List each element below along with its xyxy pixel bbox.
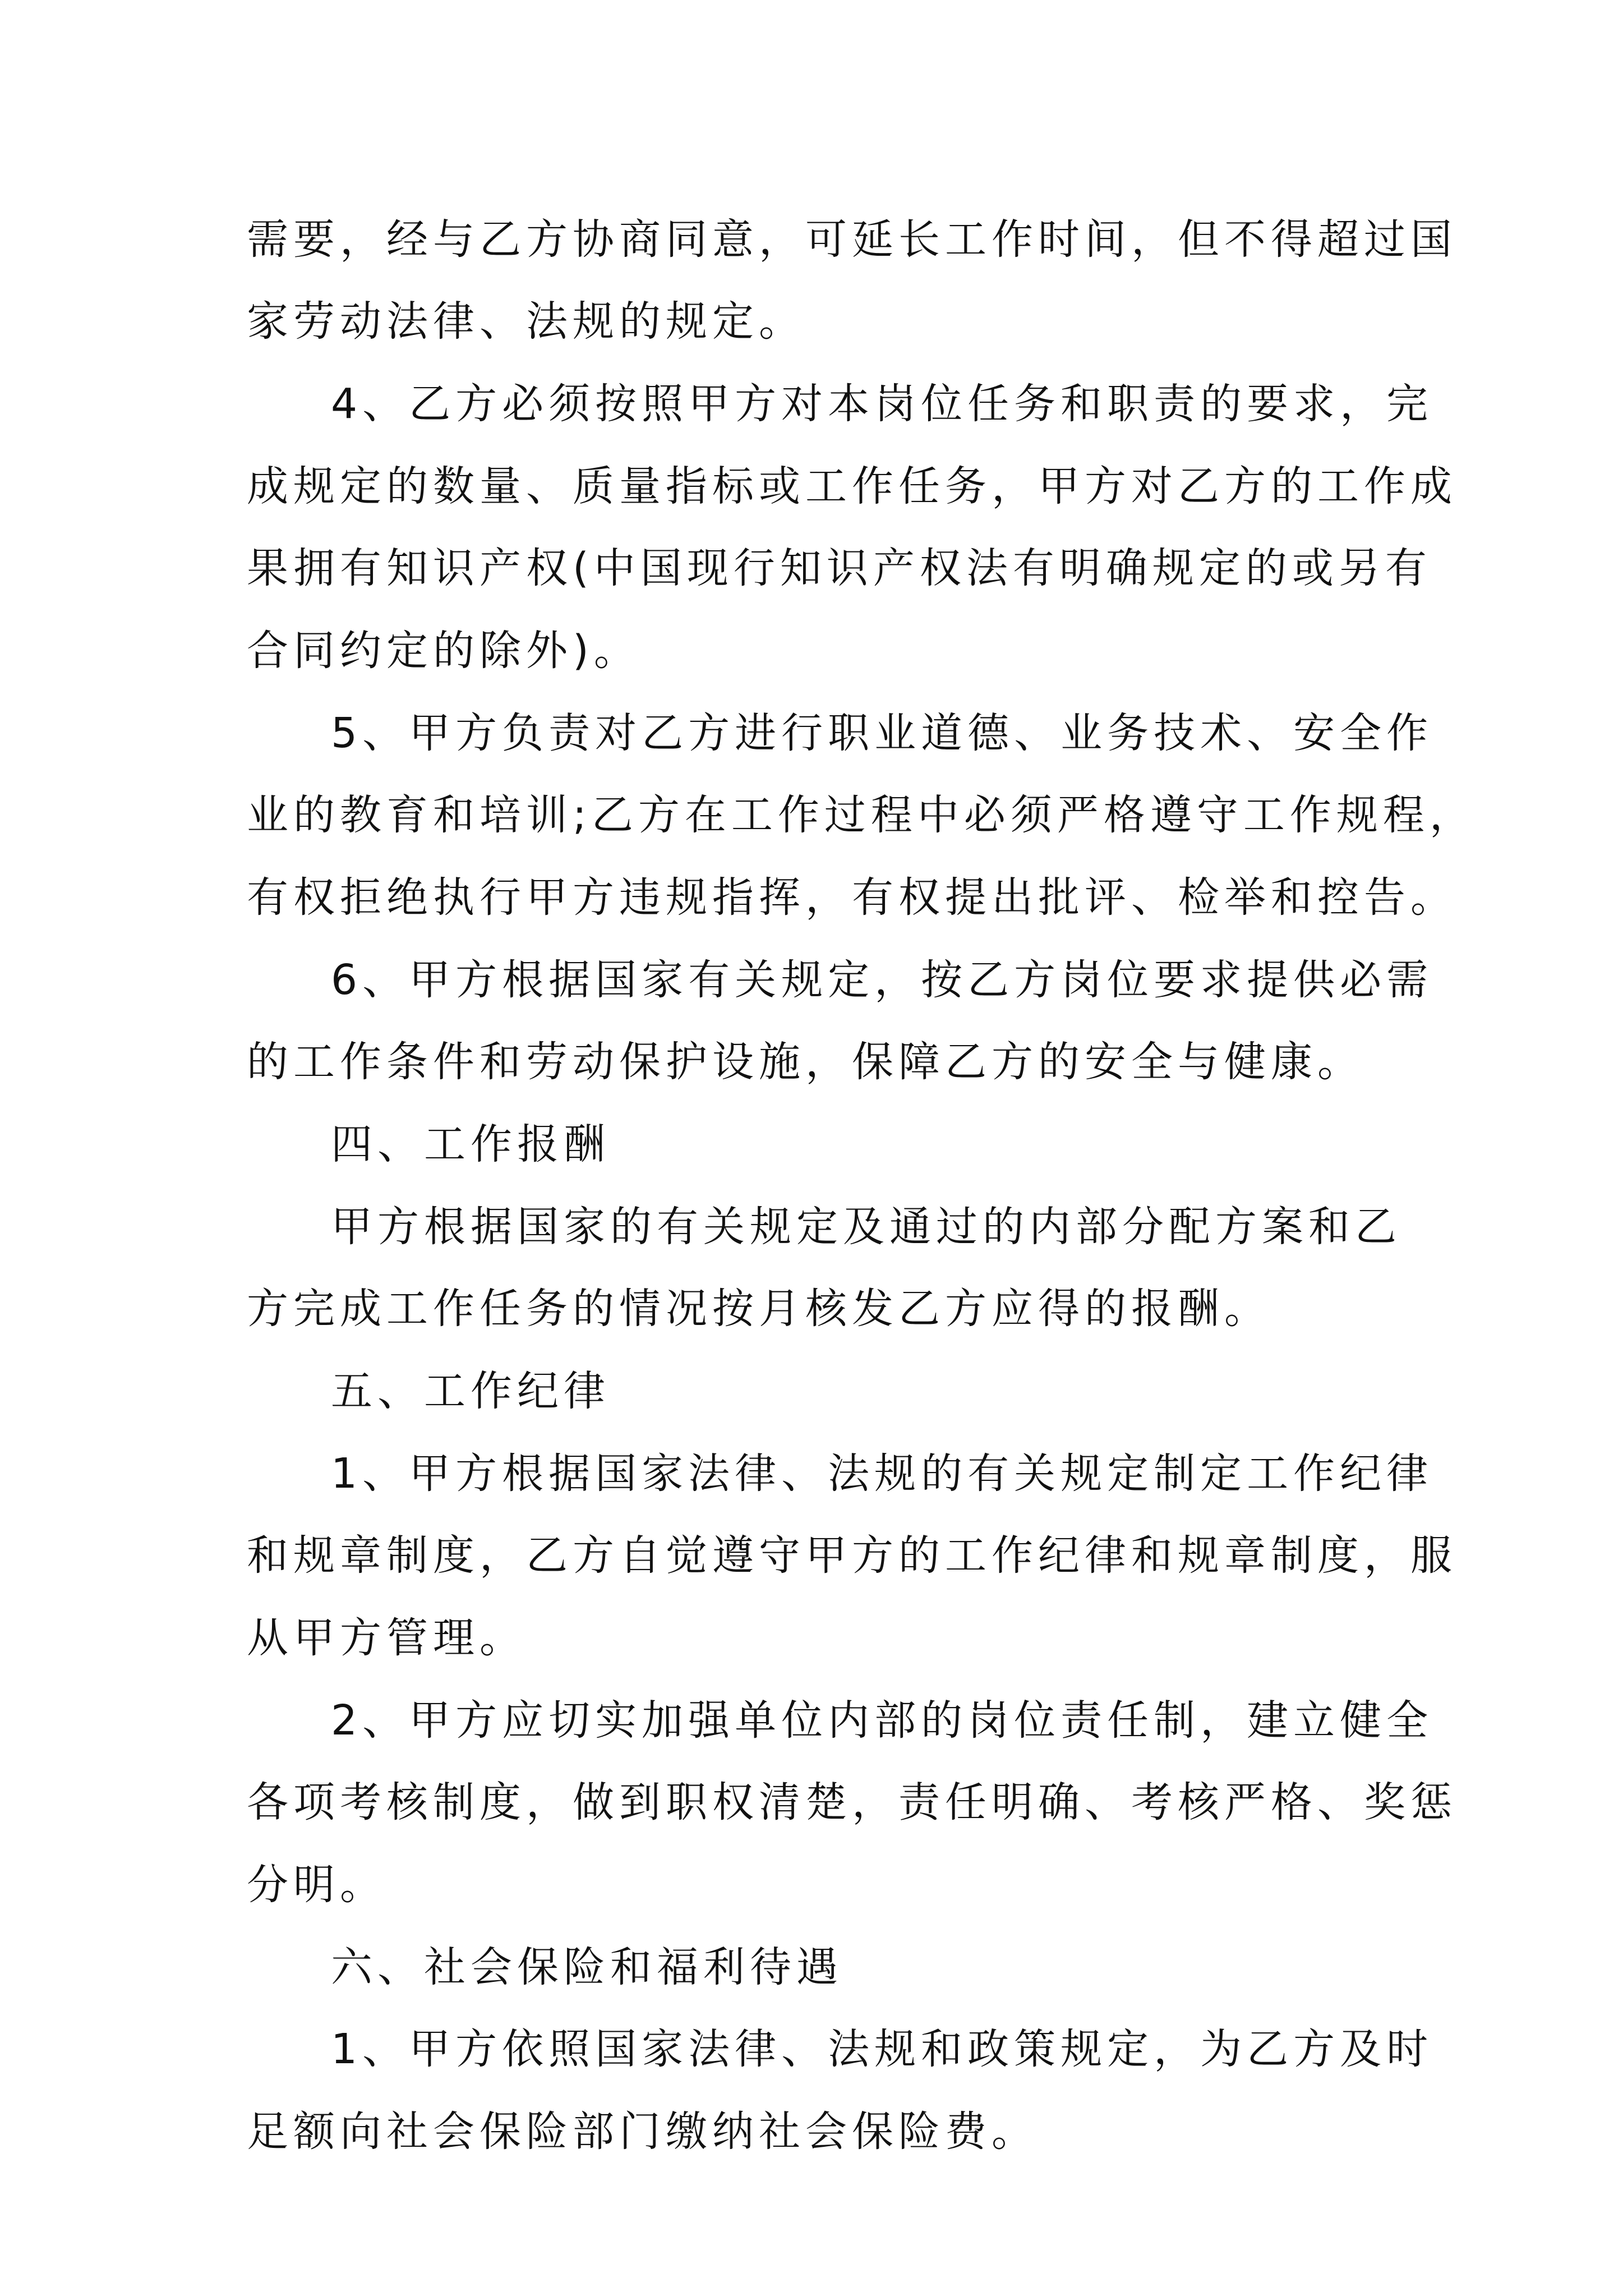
text-line: 1、甲方依照国家法律、法规和政策规定，为乙方及时 — [331, 2025, 1433, 2073]
text-line: 方完成工作任务的情况按月核发乙方应得的报酬。 — [247, 1285, 1271, 1333]
text-line: 需要，经与乙方协商同意，可延长工作时间，但不得超过国 — [247, 215, 1457, 264]
text-line: 业的教育和培训;乙方在工作过程中必须严格遵守工作规程， — [247, 791, 1476, 839]
text-line: 和规章制度，乙方自觉遵守甲方的工作纪律和规章制度，服 — [247, 1531, 1457, 1580]
text-line: 果拥有知识产权(中国现行知识产权法有明确规定的或另有 — [247, 544, 1432, 592]
section-heading: 四、工作报酬 — [331, 1120, 610, 1168]
text-line: 4、乙方必须按照甲方对本岗位任务和职责的要求，完 — [331, 380, 1433, 428]
text-line: 甲方根据国家的有关规定及通过的内部分配方案和乙 — [331, 1203, 1401, 1251]
text-line: 足额向社会保险部门缴纳社会保险费。 — [247, 2108, 1038, 2156]
text-line: 2、甲方应切实加强单位内部的岗位责任制，建立健全 — [331, 1696, 1433, 1745]
text-line: 有权拒绝执行甲方违规指挥，有权提出批评、检举和控告。 — [247, 873, 1457, 922]
text-line: 5、甲方负责对乙方进行职业道德、业务技术、安全作 — [331, 709, 1433, 757]
section-heading: 五、工作纪律 — [331, 1367, 610, 1415]
text-line: 1、甲方根据国家法律、法规的有关规定制定工作纪律 — [331, 1450, 1433, 1498]
text-line: 成规定的数量、质量指标或工作任务，甲方对乙方的工作成 — [247, 462, 1457, 510]
section-heading: 六、社会保险和福利待遇 — [331, 1943, 843, 1991]
text-line: 分明。 — [247, 1861, 386, 1909]
text-line: 从甲方管理。 — [247, 1614, 526, 1662]
text-line: 各项考核制度，做到职权清楚，责任明确、考核严格、奖惩 — [247, 1778, 1457, 1826]
text-line: 家劳动法律、法规的规定。 — [247, 297, 805, 346]
text-line: 6、甲方根据国家有关规定，按乙方岗位要求提供必需 — [331, 956, 1433, 1004]
text-line: 的工作条件和劳动保护设施，保障乙方的安全与健康。 — [247, 1038, 1364, 1086]
text-line: 合同约定的除外)。 — [247, 627, 640, 675]
